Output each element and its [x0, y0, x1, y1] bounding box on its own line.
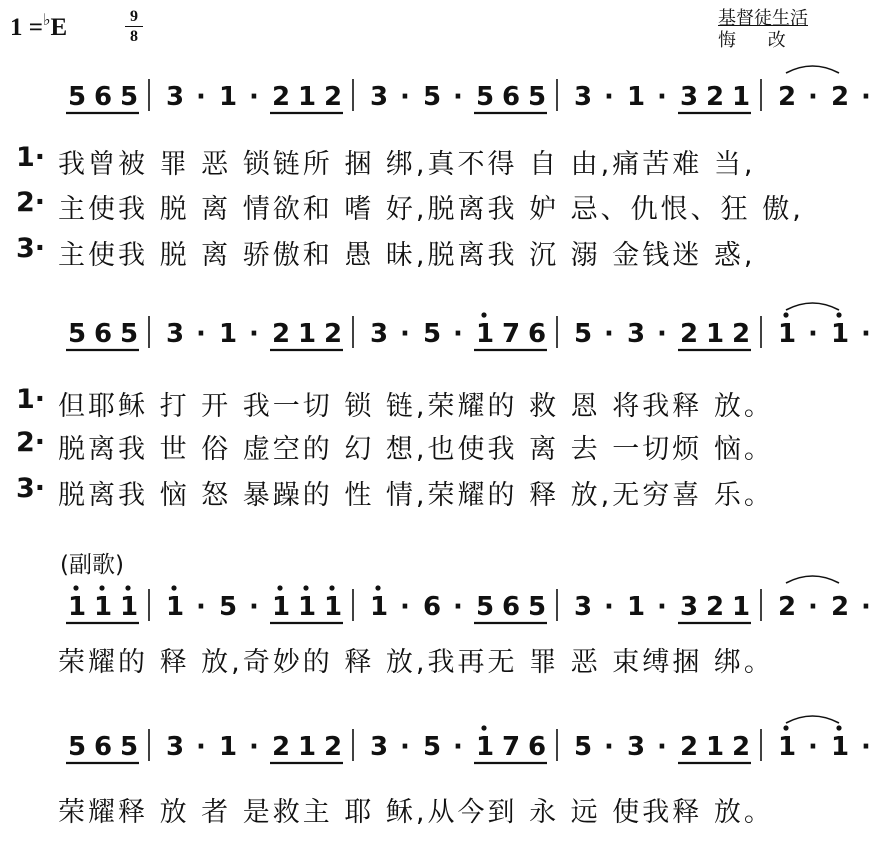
note-digit: 2 [732, 732, 751, 762]
duration-dot: · [861, 319, 871, 349]
octave-dot [125, 585, 130, 590]
note-digit: 3 [370, 732, 389, 762]
note-digit: 1 [706, 732, 725, 762]
duration-dot: · [400, 319, 410, 349]
duration-dot: · [249, 592, 259, 622]
note-digit: 2 [706, 592, 725, 622]
note-digit: 1 [627, 82, 646, 112]
note-digit: 1 [219, 82, 238, 112]
note-digit: 6 [94, 82, 113, 112]
note-digit: 2 [778, 82, 797, 112]
duration-dot: · [808, 82, 818, 112]
note-digit: 1 [219, 319, 238, 349]
duration-dot: · [196, 319, 206, 349]
note-digit: 5 [423, 82, 442, 112]
duration-dot: · [400, 732, 410, 762]
note-digit: 1 [94, 592, 113, 622]
tie-slur [786, 576, 839, 583]
octave-dot [375, 585, 380, 590]
flat-sign: ♭ [43, 12, 51, 29]
duration-dot: · [657, 82, 667, 112]
note-digit: 1 [476, 732, 495, 762]
duration-dot: · [604, 319, 614, 349]
note-digit: 5 [528, 82, 547, 112]
note-digit: 1 [778, 319, 797, 349]
note-digit: 5 [68, 82, 87, 112]
verse-number: 2· [16, 187, 46, 218]
note-digit: 3 [680, 592, 699, 622]
octave-dot [783, 312, 788, 317]
note-digit: 2 [324, 82, 343, 112]
duration-dot: · [249, 732, 259, 762]
verse-number: 2· [16, 427, 46, 458]
note-digit: 5 [68, 319, 87, 349]
duration-dot: · [604, 82, 614, 112]
duration-dot: · [808, 319, 818, 349]
note-digit: 1 [732, 592, 751, 622]
note-digit: 2 [680, 732, 699, 762]
duration-dot: · [453, 732, 463, 762]
note-digit: 5 [574, 732, 593, 762]
lyric-text: 但耶稣 打 开 我一切 锁 链,荣耀的 救 恩 将我释 放。 [58, 391, 774, 422]
note-digit: 2 [778, 592, 797, 622]
duration-dot: · [808, 732, 818, 762]
duration-dot: · [657, 732, 667, 762]
note-digit: 6 [94, 319, 113, 349]
note-digit: 5 [423, 732, 442, 762]
duration-dot: · [657, 592, 667, 622]
note-digit: 3 [680, 82, 699, 112]
song-title: 悔 改 [718, 30, 786, 51]
note-digit: 2 [732, 319, 751, 349]
note-digit: 2 [831, 592, 850, 622]
meter-numerator: 9 [130, 8, 138, 25]
octave-dot [783, 725, 788, 730]
note-digit: 3 [627, 319, 646, 349]
note-digit: 6 [94, 732, 113, 762]
octave-dot [277, 585, 282, 590]
duration-dot: · [453, 592, 463, 622]
octave-dot [836, 725, 841, 730]
duration-dot: · [196, 732, 206, 762]
note-digit: 1 [272, 592, 291, 622]
note-digit: 1 [298, 319, 317, 349]
note-digit: 5 [68, 732, 87, 762]
note-digit: 1 [68, 592, 87, 622]
note-digit: 1 [219, 732, 238, 762]
note-digit: 3 [166, 732, 185, 762]
note-digit: 1 [627, 592, 646, 622]
lyric-text: 脱离我 世 俗 虚空的 幻 想,也使我 离 去 一切烦 恼。 [58, 434, 774, 465]
note-digit: 1 [476, 319, 495, 349]
note-digit: 5 [476, 592, 495, 622]
note-digit: 3 [166, 82, 185, 112]
tie-slur [786, 716, 839, 723]
octave-dot [171, 585, 176, 590]
tie-slur [786, 303, 839, 310]
lyric-text: 荣耀的 释 放,奇妙的 释 放,我再无 罪 恶 束缚捆 绑。 [58, 647, 774, 678]
note-digit: 5 [528, 592, 547, 622]
octave-dot [99, 585, 104, 590]
note-digit: 1 [324, 592, 343, 622]
note-digit: 3 [370, 319, 389, 349]
lyric-text: 主使我 脱 离 骄傲和 愚 昧,脱离我 沉 溺 金钱迷 惑, [58, 240, 756, 271]
note-digit: 5 [120, 82, 139, 112]
octave-dot [329, 585, 334, 590]
note-digit: 5 [574, 319, 593, 349]
note-digit: 1 [166, 592, 185, 622]
duration-dot: · [249, 319, 259, 349]
duration-dot: · [657, 319, 667, 349]
duration-dot: · [861, 82, 871, 112]
note-digit: 6 [528, 732, 547, 762]
duration-dot: · [808, 592, 818, 622]
note-digit: 2 [272, 732, 291, 762]
note-digit: 5 [120, 732, 139, 762]
note-digit: 2 [680, 319, 699, 349]
duration-dot: · [196, 82, 206, 112]
note-digit: 7 [502, 319, 521, 349]
duration-dot: · [196, 592, 206, 622]
verse-number: 1· [16, 384, 46, 415]
note-digit: 2 [272, 82, 291, 112]
lyric-text: 我曾被 罪 恶 锁链所 捆 绑,真不得 自 由,痛苦难 当, [58, 149, 756, 180]
note-digit: 3 [370, 82, 389, 112]
duration-dot: · [453, 319, 463, 349]
note-digit: 2 [706, 82, 725, 112]
meter-denominator: 8 [130, 28, 138, 45]
verse-number: 3· [16, 473, 46, 504]
note-digit: 5 [120, 319, 139, 349]
note-digit: 3 [574, 82, 593, 112]
octave-dot [836, 312, 841, 317]
note-digit: 3 [574, 592, 593, 622]
duration-dot: · [861, 732, 871, 762]
note-digit: 5 [423, 319, 442, 349]
duration-dot: · [400, 82, 410, 112]
note-digit: 2 [272, 319, 291, 349]
lyric-text: 荣耀释 放 者 是救主 耶 稣,从今到 永 远 使我释 放。 [58, 797, 774, 828]
tie-slur [786, 66, 839, 73]
chorus-label: (副歌) [60, 552, 124, 578]
note-digit: 6 [423, 592, 442, 622]
note-digit: 1 [732, 82, 751, 112]
note-digit: 2 [831, 82, 850, 112]
lyric-text: 主使我 脱 离 情欲和 嗜 好,脱离我 妒 忌、仇恨、狂 傲, [58, 194, 804, 225]
note-digit: 1 [778, 732, 797, 762]
note-digit: 3 [627, 732, 646, 762]
note-digit: 1 [298, 82, 317, 112]
octave-dot [481, 312, 486, 317]
note-digit: 1 [831, 319, 850, 349]
note-digit: 6 [502, 592, 521, 622]
note-digit: 1 [298, 592, 317, 622]
note-digit: 5 [476, 82, 495, 112]
note-digit: 1 [831, 732, 850, 762]
note-digit: 1 [370, 592, 389, 622]
note-digit: 1 [706, 319, 725, 349]
note-digit: 6 [502, 82, 521, 112]
duration-dot: · [604, 732, 614, 762]
octave-dot [481, 725, 486, 730]
key-note: E [50, 14, 68, 41]
note-digit: 2 [324, 732, 343, 762]
note-digit: 1 [298, 732, 317, 762]
lyric-text: 脱离我 恼 怒 暴躁的 性 情,荣耀的 释 放,无穷喜 乐。 [58, 480, 774, 511]
octave-dot [73, 585, 78, 590]
source-collection: 基督徒生活 [718, 8, 808, 29]
key-label: 1 = [10, 14, 43, 41]
note-digit: 6 [528, 319, 547, 349]
octave-dot [303, 585, 308, 590]
duration-dot: · [249, 82, 259, 112]
duration-dot: · [400, 592, 410, 622]
note-digit: 1 [120, 592, 139, 622]
note-digit: 3 [166, 319, 185, 349]
note-digit: 5 [219, 592, 238, 622]
note-digit: 2 [324, 319, 343, 349]
duration-dot: · [604, 592, 614, 622]
verse-number: 1· [16, 142, 46, 173]
duration-dot: · [861, 592, 871, 622]
verse-number: 3· [16, 233, 46, 264]
note-digit: 7 [502, 732, 521, 762]
duration-dot: · [453, 82, 463, 112]
